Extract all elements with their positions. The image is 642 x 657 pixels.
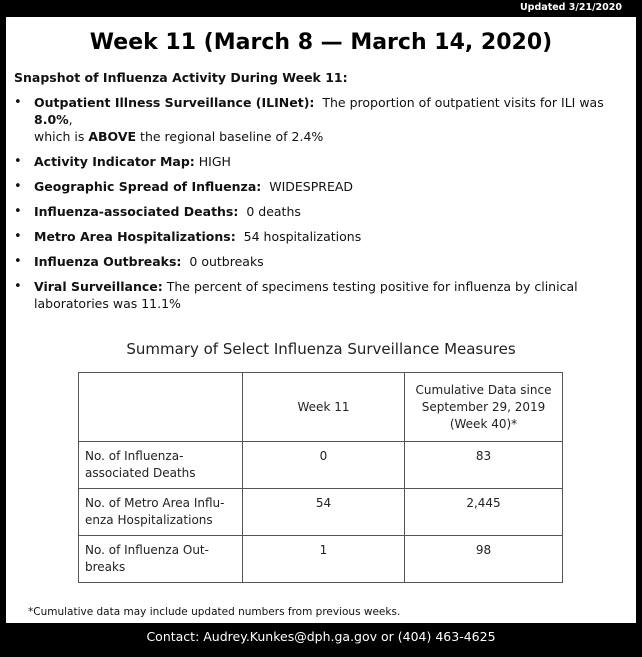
row-label-line: No. of Metro Area Influ- [85,496,225,510]
table-header-row [79,373,563,442]
row-label [79,489,243,536]
bullet-hospitalizations [14,228,626,245]
row-label [79,536,243,583]
activity-bullet-list [14,94,626,320]
updated-date: Updated 3/21/2020 [519,2,622,13]
row-cumulative-value: 83 [405,442,563,489]
bullet-label: Geographic Spread of Influenza: [34,179,262,194]
bullet-activity-map [14,153,626,170]
page-title: Week 11 (March 8 — March 14, 2020) [89,30,553,55]
bullet-text: The proportion of outpatient visits for ILI was [322,95,604,110]
bullet-ilinet [14,94,626,145]
row-label-line: No. of Influenza- [85,449,184,463]
bullet-label: Metro Area Hospitalizations: [34,229,236,244]
bullet-text: the regional baseline of 2.4% [136,129,324,144]
row-label-line: associated Deaths [85,466,196,480]
bullet-outbreaks [14,253,626,270]
bullet-label: Activity Indicator Map: [34,154,195,169]
header-cumulative-line: Cumulative Data since [415,382,552,397]
bullet-value: HIGH [198,154,231,169]
header-cumulative-line: (Week 40)* [449,416,518,431]
bullet-viral-surveillance [14,278,626,312]
table-row [79,442,563,489]
bullet-value: 54 hospitalizations [243,229,362,244]
bullet-text: , [68,112,73,127]
header-cumulative-line: September 29, 2019 [421,399,546,414]
bullet-geographic-spread [14,178,626,195]
header-blank-cell [79,373,243,442]
bullet-value: 0 deaths [246,204,301,219]
table-row [79,536,563,583]
contact-info: Contact: Audrey.Kunkes@dph.ga.gov or (404) 463-4625 [146,629,496,644]
bullet-label: Outpatient Illness Surveillance (ILINet): [34,95,315,110]
bullet-value: The percent of specimens testing positive for influenza by clinical laboratories was 11.1% [34,279,578,311]
row-cumulative-value: 2,445 [405,489,563,536]
above-label: ABOVE [88,129,137,144]
row-label-line: No. of Influenza Out- [85,543,209,557]
ili-value: 8.0% [34,112,69,127]
row-label-line: breaks [85,560,126,574]
table-title: Summary of Select Influenza Surveillance Measures [126,340,516,358]
row-week-value: 54 [243,489,405,536]
table-row [79,489,563,536]
row-week-value: 0 [243,442,405,489]
bullet-label: Viral Surveillance: [34,279,163,294]
snapshot-heading: Snapshot of Influenza Activity During Week 11: [14,70,348,85]
row-week-value: 1 [243,536,405,583]
bullet-value: WIDESPREAD [269,179,354,194]
bullet-label: Influenza Outbreaks: [34,254,182,269]
top-bar [0,0,642,17]
footnote: *Cumulative data may include updated numbers from previous weeks. [28,606,401,618]
bullet-deaths [14,203,626,220]
header-week: Week 11 [243,373,405,442]
row-cumulative-value: 98 [405,536,563,583]
summary-table [78,372,563,583]
header-cumulative [405,373,563,442]
contact-bar [0,623,642,657]
row-label-line: enza Hospitalizations [85,513,213,527]
bullet-value: 0 outbreaks [189,254,264,269]
bullet-text: which is [34,129,89,144]
bullet-label: Influenza-associated Deaths: [34,204,239,219]
row-label [79,442,243,489]
